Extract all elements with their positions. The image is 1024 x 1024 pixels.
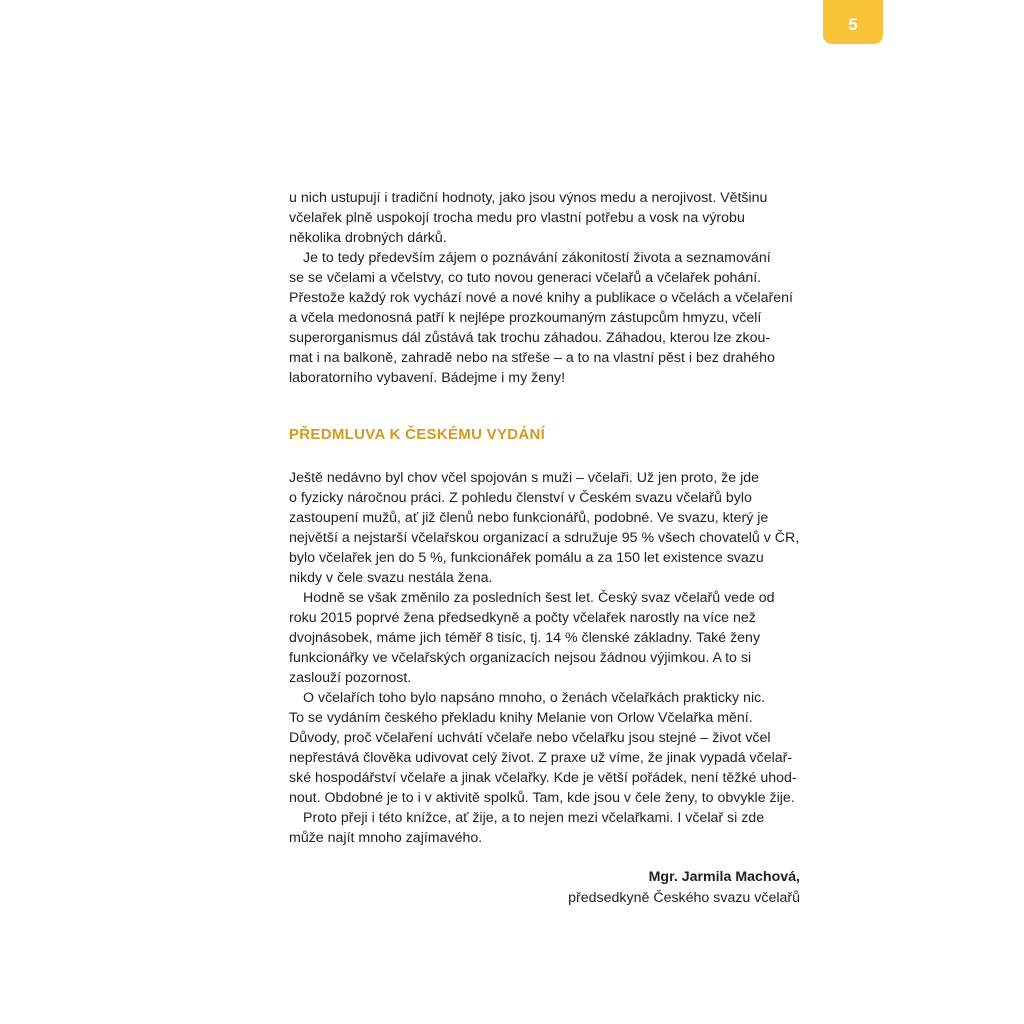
text-line: Důvody, proč včelaření uchvátí včelaře nebo včelařku jsou stejné – život včel — [289, 730, 771, 746]
signature-name: Mgr. Jarmila Machová, — [648, 869, 800, 885]
text-line: Hodně se však změnilo za posledních šest let. Český svaz včelařů vede od — [303, 590, 775, 606]
text-line: několika drobných dárků. — [289, 230, 447, 246]
signature-role: předsedkyně Českého svazu včelařů — [568, 890, 800, 906]
section-heading: PŘEDMLUVA K ČESKÉMU VYDÁNÍ — [289, 426, 546, 443]
text-line: mat i na balkoně, zahradě nebo na střeše – a to na vlastní pěst i bez drahého — [289, 350, 775, 366]
text-line: se se včelami a včelstvy, co tuto novou generaci včelařů a včelařek pohání. — [289, 270, 762, 286]
text-line: největší a nejstarší včelařskou organizací a sdružuje 95 % všech chovatelů v ČR, — [289, 530, 800, 546]
text-line: roku 2015 poprvé žena předsedkyně a počty včelařek narostly na více než — [289, 610, 756, 626]
text-line: může najít mnoho zajímavého. — [289, 830, 483, 846]
text-line: o fyzicky náročnou práci. Z pohledu členství v Českém svazu včelařů bylo — [289, 490, 752, 506]
text-line: včelařek plně uspokojí trocha medu pro vlastní potřebu a vosk na výrobu — [289, 210, 745, 226]
intro-paragraphs — [289, 188, 801, 388]
preface-body — [289, 468, 801, 848]
text-line: a včela medonosná patří k nejlépe prozkoumaným zástupcům hmyzu, včelí — [289, 310, 762, 326]
text-line: zastoupení mužů, ať již členů nebo funkcionářů, podobné. Ve svazu, který je — [289, 510, 769, 526]
text-line: To se vydáním českého překladu knihy Melanie von Orlow Včelařka mění. — [289, 710, 753, 726]
text-line: laboratorního vybavení. Bádejme i my ženy! — [289, 370, 566, 386]
text-line: Přestože každý rok vychází nové a nové knihy a publikace o včelách a včelaření — [289, 290, 793, 306]
text-line: Je to tedy především zájem o poznávání zákonitostí života a seznamování — [303, 250, 771, 266]
text-line: O včelařích toho bylo napsáno mnoho, o ženách včelařkách prakticky nic. — [303, 690, 766, 706]
text-line: funkcionářky ve včelařských organizacích nejsou žádnou výjimkou. A to si — [289, 650, 752, 666]
page-number-tab — [823, 0, 883, 44]
signature-block — [568, 867, 800, 909]
text-line: zaslouží pozornost. — [289, 670, 412, 686]
text-line: Proto přeji i této knížce, ať žije, a to nejen mezi včelařkami. I včelař si zde — [303, 810, 765, 826]
page-number: 5 — [848, 15, 858, 34]
text-line: Ještě nedávno byl chov včel spojován s muži – včelaři. Už jen proto, že jde — [289, 470, 760, 486]
text-line: dvojnásobek, máme jich téměř 8 tisíc, tj. 14 % členské základny. Také ženy — [289, 630, 761, 646]
text-line: nikdy v čele svazu nestála žena. — [289, 570, 493, 586]
text-line: superorganismus dál zůstává tak trochu záhadou. Záhadou, kterou lze zkou- — [289, 330, 771, 346]
text-line: ské hospodářství včelaře a jinak včelařky. Kde je větší pořádek, není těžké uhod- — [289, 770, 797, 786]
text-line: bylo včelařek jen do 5 %, funkcionářek pomálu a za 150 let existence svazu — [289, 550, 764, 566]
text-line: nout. Obdobné je to i v aktivitě spolků. Tam, kde jsou v čele ženy, to obvykle žije. — [289, 790, 795, 806]
text-line: nepřestává člověka udivovat celý život. Z praxe už víme, že jinak vypadá včelař- — [289, 750, 793, 766]
text-line: u nich ustupují i tradiční hodnoty, jako jsou výnos medu a nerojivost. Většinu — [289, 190, 768, 206]
